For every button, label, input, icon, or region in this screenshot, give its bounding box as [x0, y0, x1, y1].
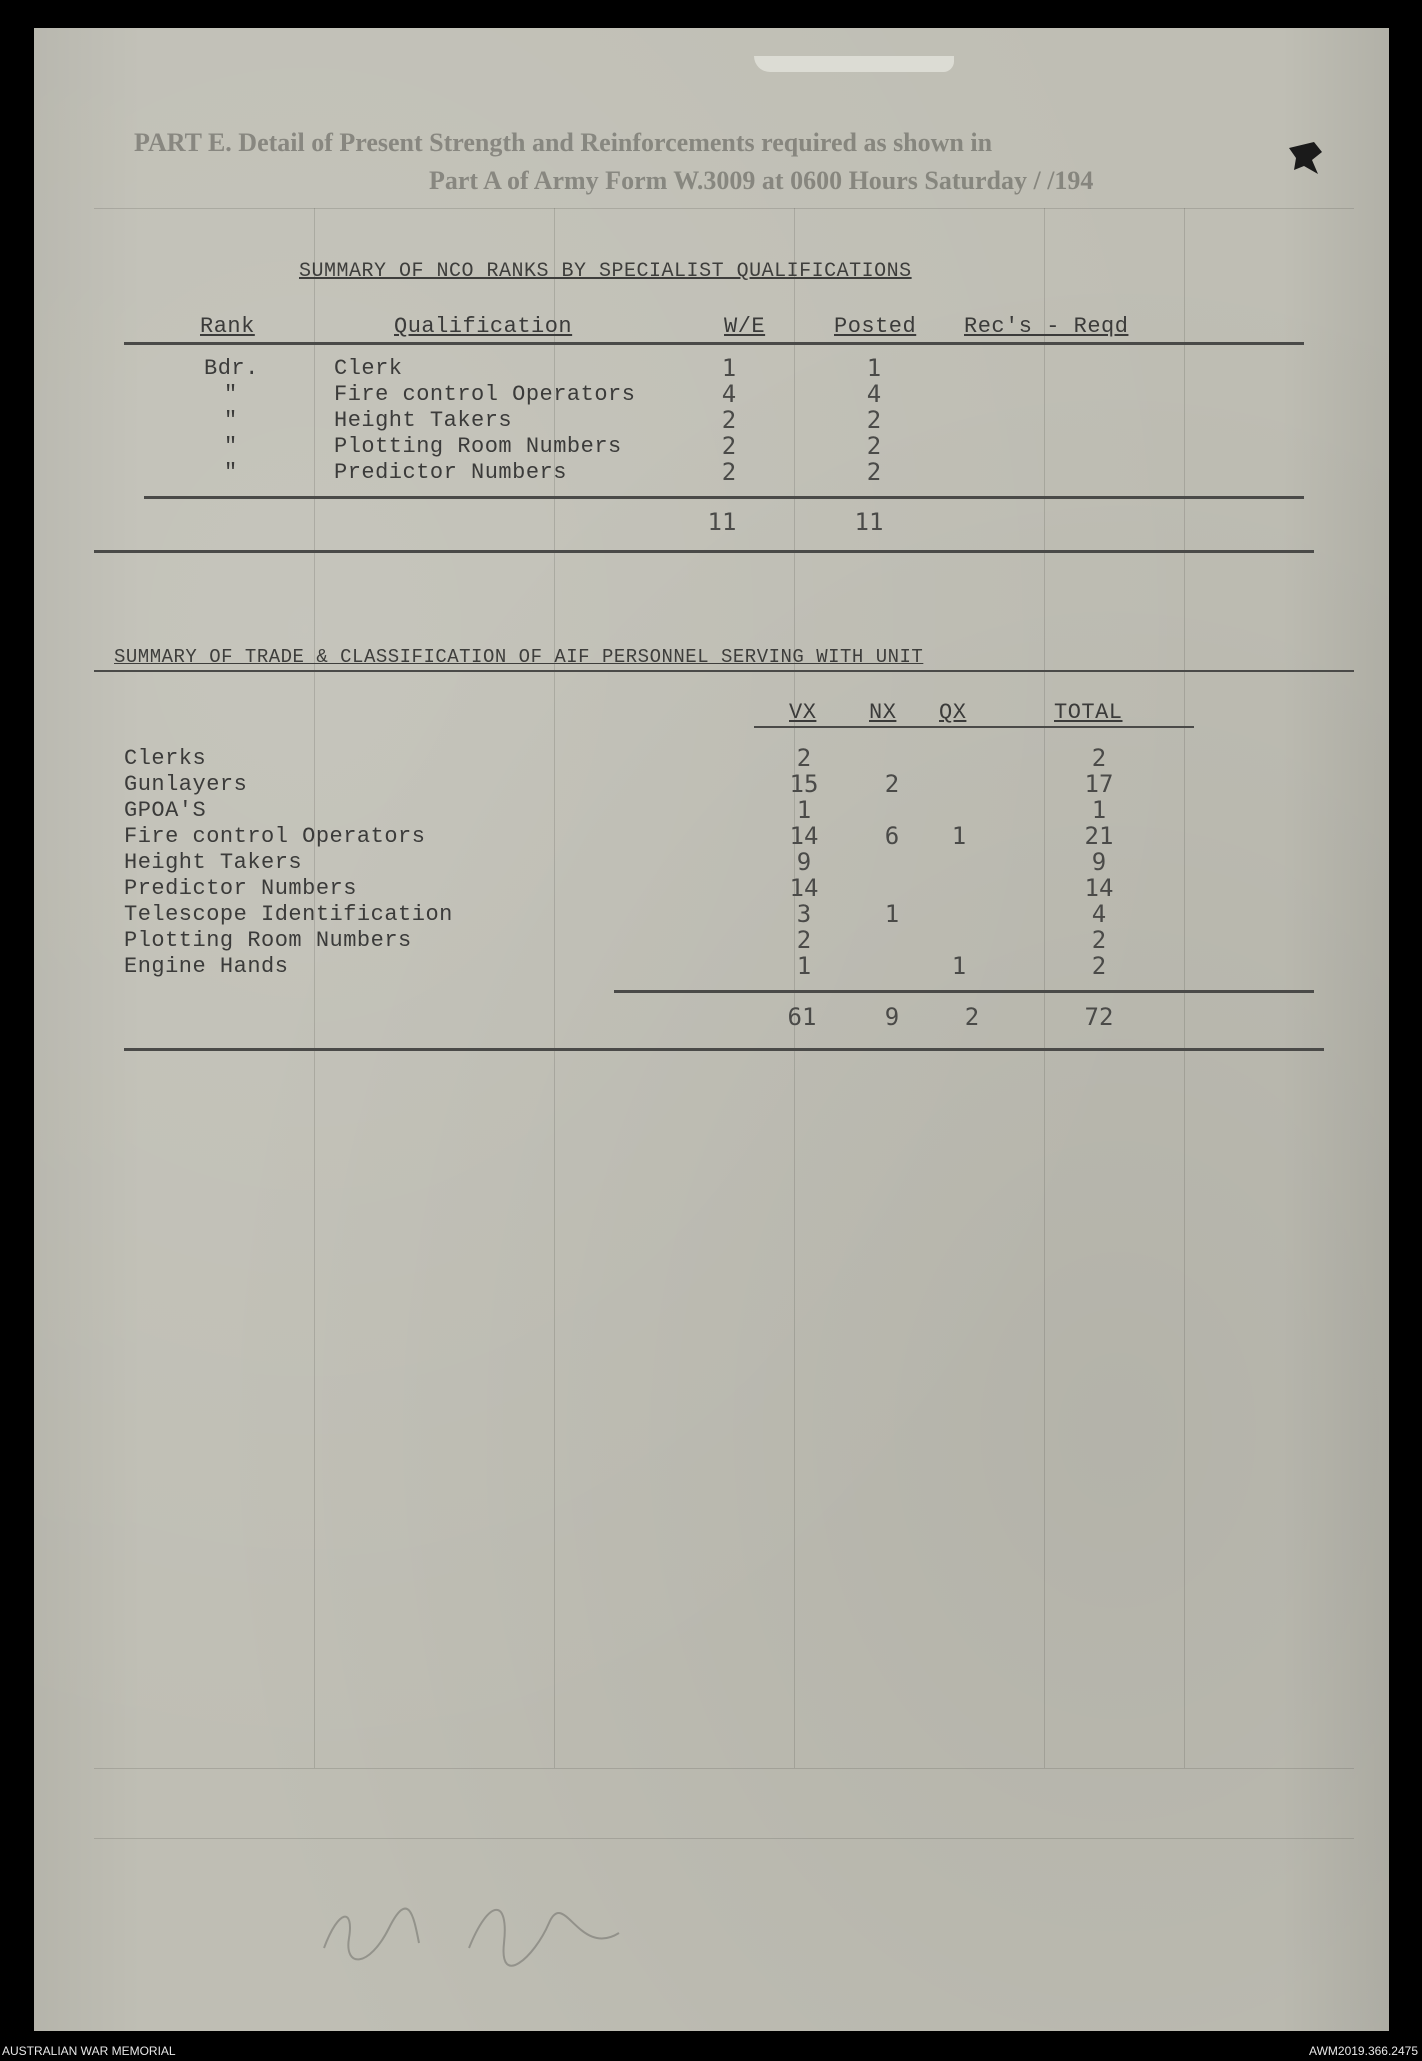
aif-section-title: SUMMARY OF TRADE & CLASSIFICATION OF AIF PERSONNEL SERVING WITH UNIT: [114, 646, 924, 668]
nco-header-rule: [124, 342, 1304, 345]
nco-row-we: 4: [721, 380, 737, 408]
archive-name: AUSTRALIAN WAR MEMORIAL: [2, 2044, 176, 2058]
aif-row-vx: 14: [789, 822, 819, 850]
signature-scrawl: [319, 1888, 639, 1978]
header-line-1: PART E. Detail of Present Strength and Reinforcements required as shown in: [134, 128, 993, 157]
aif-total-qx: 2: [964, 1003, 980, 1031]
aif-row-trade: Telescope Identification: [124, 902, 453, 927]
ink-stain: [1284, 140, 1324, 178]
aif-row-nx: 2: [884, 770, 900, 798]
nco-row-we: 2: [721, 406, 737, 434]
document-page: [34, 28, 1389, 2031]
aif-row-total: 2: [1091, 744, 1107, 772]
nco-row-we: 2: [721, 432, 737, 460]
archive-reference: AWM2019.366.2475: [1309, 2044, 1418, 2058]
aif-row-trade: Fire control Operators: [124, 824, 426, 849]
aif-col-total: TOTAL: [1054, 700, 1123, 725]
aif-row-nx: 1: [884, 900, 900, 928]
aif-row-qx: 1: [951, 952, 967, 980]
faint-rule: [794, 208, 795, 1768]
nco-row-rank: ": [224, 382, 238, 407]
aif-row-vx: 3: [796, 900, 812, 928]
aif-row-total: 9: [1091, 848, 1107, 876]
nco-total-we: 11: [707, 508, 737, 536]
aif-total-rule: [614, 990, 1314, 993]
nco-row-rank: Bdr.: [204, 356, 259, 381]
aif-section-end-rule: [124, 1048, 1324, 1051]
nco-total-rule: [144, 496, 1304, 499]
aif-total-vx: 61: [787, 1003, 817, 1031]
aif-row-vx: 2: [796, 744, 812, 772]
aif-col-nx: NX: [869, 700, 897, 725]
aif-row-trade: Engine Hands: [124, 954, 289, 979]
aif-row-vx: 1: [796, 952, 812, 980]
aif-row-total: 1: [1091, 796, 1107, 824]
aif-row-trade: Predictor Numbers: [124, 876, 357, 901]
nco-row-qualification: Plotting Room Numbers: [334, 434, 622, 459]
aif-col-qx: QX: [939, 700, 967, 725]
faint-rule: [94, 1768, 1354, 1769]
faint-rule: [314, 208, 315, 1768]
nco-col-reqd: Rec's - Reqd: [964, 314, 1129, 339]
nco-row-qualification: Predictor Numbers: [334, 460, 567, 485]
aif-row-total: 2: [1091, 926, 1107, 954]
faint-rule: [94, 1838, 1354, 1839]
aif-total-total: 72: [1084, 1003, 1114, 1031]
aif-row-total: 17: [1084, 770, 1114, 798]
nco-col-we: W/E: [724, 314, 766, 339]
faint-rule: [1184, 208, 1185, 1768]
nco-row-posted: 2: [866, 458, 882, 486]
nco-row-we: 1: [721, 354, 737, 382]
nco-row-rank: ": [224, 408, 238, 433]
nco-row-qualification: Height Takers: [334, 408, 513, 433]
nco-total-posted: 11: [854, 508, 884, 536]
nco-col-posted: Posted: [834, 314, 917, 339]
aif-row-vx: 14: [789, 874, 819, 902]
aif-row-total: 4: [1091, 900, 1107, 928]
nco-row-rank: ": [224, 460, 238, 485]
aif-row-vx: 2: [796, 926, 812, 954]
nco-row-posted: 2: [866, 406, 882, 434]
aif-row-nx: 6: [884, 822, 900, 850]
nco-row-qualification: Fire control Operators: [334, 382, 636, 407]
aif-row-total: 14: [1084, 874, 1114, 902]
nco-section-title: SUMMARY OF NCO RANKS BY SPECIALIST QUALIFICATIONS: [299, 260, 912, 283]
nco-col-rank: Rank: [200, 314, 255, 339]
nco-col-qualification: Qualification: [394, 314, 573, 339]
nco-row-posted: 2: [866, 432, 882, 460]
aif-row-trade: Gunlayers: [124, 772, 248, 797]
nco-row-rank: ": [224, 434, 238, 459]
aif-row-vx: 1: [796, 796, 812, 824]
aif-col-vx: VX: [789, 700, 817, 725]
aif-row-trade: Clerks: [124, 746, 207, 771]
faint-rule: [94, 208, 1354, 209]
aif-row-total: 21: [1084, 822, 1114, 850]
aif-row-total: 2: [1091, 952, 1107, 980]
nco-row-posted: 1: [866, 354, 882, 382]
aif-title-rule: [94, 670, 1354, 672]
aif-row-qx: 1: [951, 822, 967, 850]
archive-footer: [0, 2041, 1422, 2061]
aif-header-rule: [754, 726, 1194, 728]
aif-row-trade: Height Takers: [124, 850, 303, 875]
aif-total-nx: 9: [884, 1003, 900, 1031]
faint-rule: [1044, 208, 1045, 1768]
nco-section-end-rule: [94, 550, 1314, 553]
nco-row-we: 2: [721, 458, 737, 486]
aif-row-trade: GPOA'S: [124, 798, 207, 823]
aif-row-vx: 9: [796, 848, 812, 876]
nco-row-qualification: Clerk: [334, 356, 403, 381]
aif-row-vx: 15: [789, 770, 819, 798]
aif-row-trade: Plotting Room Numbers: [124, 928, 412, 953]
nco-row-posted: 4: [866, 380, 882, 408]
torn-edge: [754, 56, 954, 72]
header-line-2: Part A of Army Form W.3009 at 0600 Hours Saturday / /194: [429, 166, 1094, 195]
